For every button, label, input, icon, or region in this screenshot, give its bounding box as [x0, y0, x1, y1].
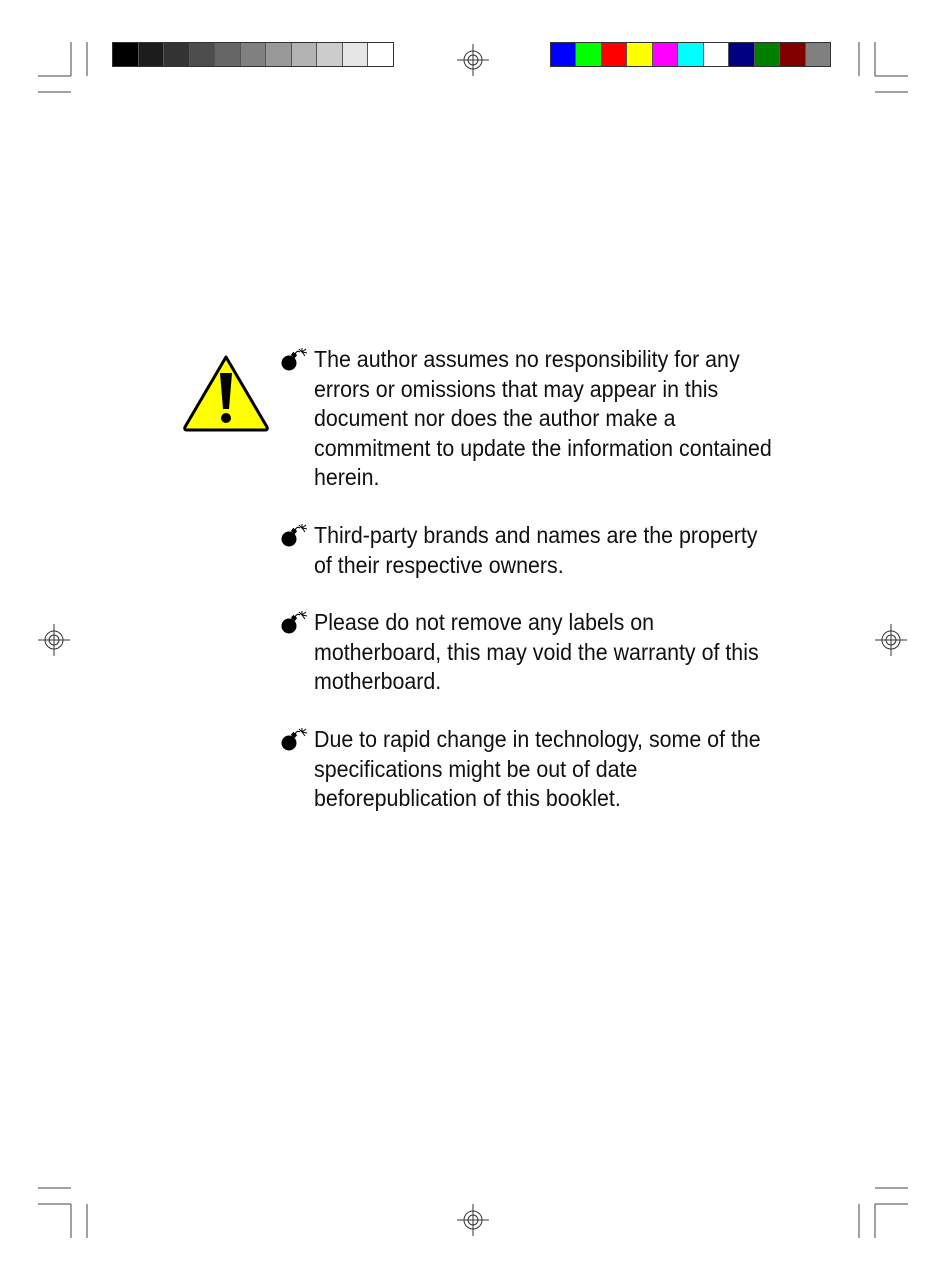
disclaimer-note-text: Third-party brands and names are the property of their respective owners.	[314, 521, 758, 578]
gray-swatch	[113, 43, 139, 66]
color-swatch	[551, 43, 576, 66]
color-swatch	[602, 43, 627, 66]
bomb-icon	[280, 611, 308, 635]
registration-target-top	[457, 44, 489, 76]
gray-swatch	[215, 43, 241, 66]
gray-swatch	[368, 43, 393, 66]
color-swatch	[627, 43, 652, 66]
disclaimer-note	[280, 725, 800, 814]
grayscale-calibration-bar	[112, 42, 394, 67]
disclaimer-note	[280, 608, 800, 697]
disclaimer-note-text: Due to rapid change in technology, some of the specifications might be out of date beforepublication of this booklet.	[314, 725, 761, 812]
color-swatch	[806, 43, 830, 66]
bomb-icon	[280, 524, 308, 548]
color-swatch	[729, 43, 754, 66]
registration-target-left	[38, 624, 70, 656]
color-swatch	[704, 43, 729, 66]
bomb-icon	[280, 348, 308, 372]
disclaimer-notes-list	[280, 345, 800, 842]
color-swatch	[653, 43, 678, 66]
disclaimer-note-text: The author assumes no responsibility for any errors or omissions that may appear in this document nor does the author make a commitment to update the information contained herein.	[314, 346, 772, 491]
gray-swatch	[164, 43, 190, 66]
color-swatch	[780, 43, 805, 66]
color-swatch	[576, 43, 601, 66]
gray-swatch	[317, 43, 343, 66]
disclaimer-note	[280, 345, 800, 493]
disclaimer-note-text: Please do not remove any labels on motherboard, this may void the warranty of this motherboard.	[314, 609, 759, 695]
warning-triangle-icon	[182, 353, 270, 433]
gray-swatch	[343, 43, 369, 66]
registration-target-bottom	[457, 1204, 489, 1236]
disclaimer-note	[280, 521, 800, 580]
gray-swatch	[266, 43, 292, 66]
gray-swatch	[241, 43, 267, 66]
gray-swatch	[190, 43, 216, 66]
color-calibration-bar	[550, 42, 831, 67]
bomb-icon	[280, 728, 308, 752]
gray-swatch	[139, 43, 165, 66]
color-swatch	[755, 43, 780, 66]
color-swatch	[678, 43, 703, 66]
gray-swatch	[292, 43, 318, 66]
registration-target-right	[875, 624, 907, 656]
